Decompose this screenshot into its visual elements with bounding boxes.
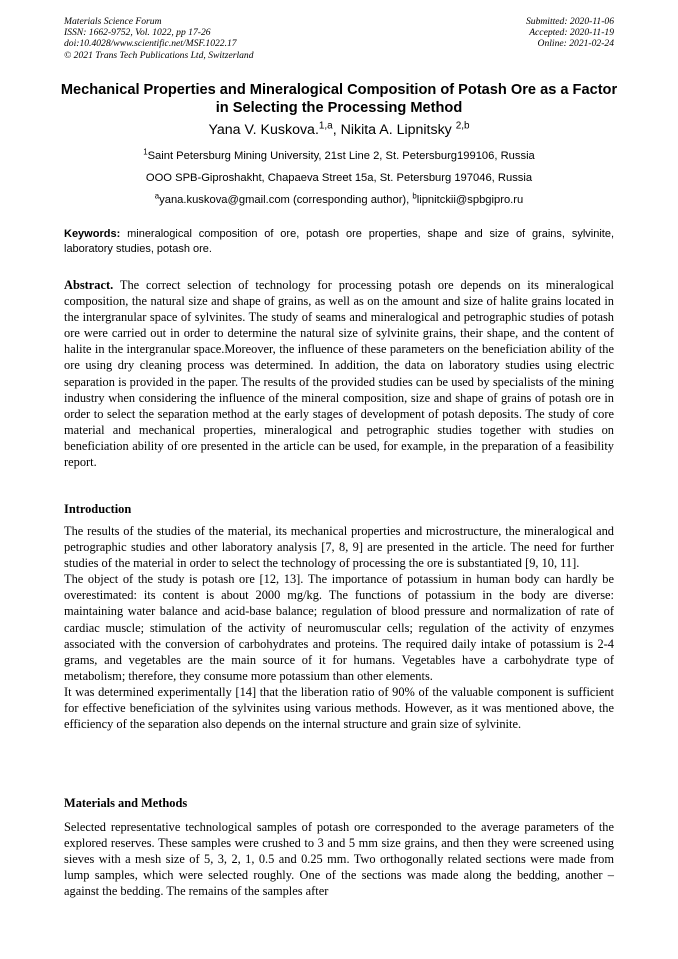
journal-copyright: © 2021 Trans Tech Publications Ltd, Switzerland	[64, 49, 254, 61]
affiliation-2: OOO SPB-Giproshakht, Chapaeva Street 15a, St. Petersburg 197046, Russia	[145, 172, 533, 184]
author-emails	[40, 193, 638, 207]
journal-name: Materials Science Forum	[64, 16, 162, 27]
accepted-date: Accepted: 2020-11-19	[529, 27, 614, 39]
journal-doi: doi:10.4028/www.scientific.net/MSF.1022.17	[64, 38, 237, 50]
author-2: Nikita A. Lipnitsky	[340, 122, 452, 138]
abstract	[64, 277, 614, 470]
paper-title: Mechanical Properties and Mineralogical Composition of Potash Ore as a Factor in Selecting the Processing Method	[60, 82, 618, 116]
affiliation-1-text: Saint Petersburg Mining University, 21st Line 2, St. Petersburg199106, Russia	[147, 150, 535, 162]
author-separator: ,	[332, 122, 341, 138]
email-a-mark: a	[154, 191, 160, 201]
abstract-text: The correct selection of technology for processing potash ore depends on its mineralogical composition, the natural size and shape of grains, as well as on the amount and size of halite grains located in the intergranular space of sylvinites. The study of seams and mineralogical and petrographic studies of potash ore were carried out in order to determine the natural size of sylvinite grains, their shape, and the content of halite in the intergranular space.Moreover, the influence of these parameters on the beneficiation ability of the ore using dry cleaning process was determined. In addition, the data on laboratory studies using electric separation is provided in the paper. The results of the provided studies can be used by specialists of the mining industry when considering the influence of the mineral composition, size and shape of grains of potash ore in order to select the separation method at the early stages of development of potash deposits. The study of core material and mechanical properties, mineralogical and petrographic studies together with studies on beneficiation ability of ore presented in the article can be used, for example, in the preparation of a feasibility report.	[64, 278, 614, 470]
submitted-date: Submitted: 2020-11-06	[525, 16, 614, 27]
author-2-affiliation-mark: 2,b	[455, 120, 470, 132]
journal-header-left	[64, 16, 254, 61]
author-1-affiliation-mark: 1,a	[318, 120, 333, 132]
affiliation-1-mark: 1	[143, 147, 148, 157]
introduction-paragraph: The results of the studies of the material, its mechanical properties and microstructure, the mineralogical and petrographic studies and other laboratory analysis [7, 8, 9] are presented in the article. The need for further studies of the material in order to select the technology of processing the ore is substantiated [9, 10, 11].	[64, 524, 614, 571]
keywords-label: Keywords:	[64, 228, 121, 240]
affiliation-1	[40, 149, 638, 163]
email-b-mark: b	[412, 191, 417, 201]
journal-issn: ISSN: 1662-9752, Vol. 1022, pp 17-26	[64, 27, 211, 39]
methods-body	[64, 819, 614, 899]
introduction-body	[64, 523, 614, 732]
introduction-paragraph: It was determined experimentally [14] that the liberation ratio of 90% of the valuable component is sufficient for effective beneficiation of the sylvinites using various methods. However, as it was mentioned above, the efficiency of the separation also depends on the internal structure and grain size of sylvinite.	[64, 684, 614, 732]
introduction-paragraph: The object of the study is potash ore [12, 13]. The importance of potassium in human body can hardly be overestimated: its content is about 2000 mg/kg. The functions of potassium in the body are diverse: maintaining water balance and acid-base balance; regulation of blood pressure and normalization of rate of cardiac muscle; stimulation of the activity of neuromuscular cells; regulation of the activity of enzymes associated with the conversion of carbohydrates and proteins. The required daily intake of potassium is 2-4 grams, and vegetables are the main source of it for humans. Vegetables have a carbohydrate type of metabolism; therefore, they consume more potassium than other elements.	[64, 572, 614, 683]
email-b: lipnitckii@spbgipro.ru	[416, 194, 524, 206]
online-date: Online: 2021-02-24	[537, 38, 614, 50]
methods-heading: Materials and Methods	[64, 796, 188, 810]
email-a: yana.kuskova@gmail.com (corresponding author),	[159, 194, 413, 206]
journal-header-right	[526, 16, 614, 50]
keywords	[64, 227, 614, 256]
introduction-heading: Introduction	[64, 502, 132, 516]
methods-paragraph: Selected representative technological samples of potash ore corresponded to the average parameters of the explored reserves. These samples were crushed to 3 and 5 mm size grains, and then they were screened using sieves with a mesh size of 5, 3, 2, 1, 0.5 and 0.25 mm. Two orthogonally related sections were made from lump samples, which were selected roughly. One of the sections was made along the bedding, another – against the bedding. The remains of the samples after	[64, 820, 614, 899]
keywords-text: mineralogical composition of ore, potash ore properties, shape and size of grains, sylvinite, laboratory studies, potash ore.	[64, 228, 614, 255]
abstract-label: Abstract.	[64, 278, 114, 292]
author-1: Yana V. Kuskova.	[208, 122, 319, 138]
author-list	[40, 121, 638, 139]
